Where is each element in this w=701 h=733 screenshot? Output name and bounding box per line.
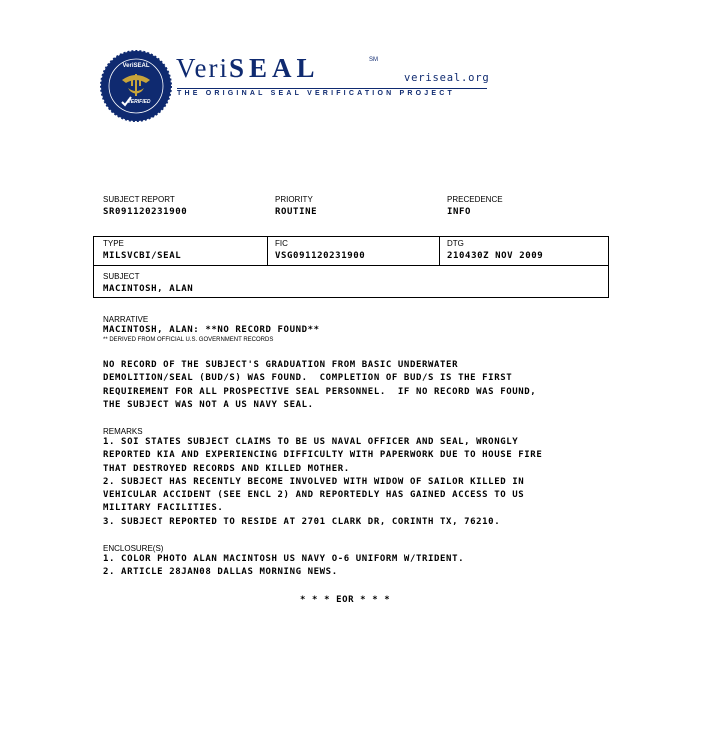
fic-cell [267,236,440,266]
precedence-value: INFO [447,207,472,217]
brand-seal: SEAL [228,53,320,83]
priority-value: ROUTINE [275,207,318,217]
seal-word-top: VeriSEAL [122,63,150,69]
remarks-line: VEHICULAR ACCIDENT (SEE ENCL 2) AND REPORTEDLY HAS GAINED ACCESS TO US [103,490,525,501]
logo-header [100,50,500,125]
subject-value: MACINTOSH, ALAN [103,284,194,294]
remarks-body [103,436,542,529]
seal-word-bottom: VERIFIED [127,99,151,105]
enclosures-label: ENCLOSURE(S) [103,544,164,553]
narrative-line: DEMOLITION/SEAL (BUD/S) WAS FOUND. COMPLETION OF BUD/S IS THE FIRST [103,373,513,384]
remarks-line: 2. SUBJECT HAS RECENTLY BECOME INVOLVED WITH WIDOW OF SAILOR KILLED IN [103,476,525,487]
remarks-line: 1. SOI STATES SUBJECT CLAIMS TO BE US NAVAL OFFICER AND SEAL, WRONGLY [103,437,519,447]
dtg-cell [439,236,609,266]
brand-name [176,53,320,83]
dtg-label: DTG [447,239,464,248]
subject-report-value: SR091120231900 [103,207,188,217]
brand-veri: Veri [176,53,229,83]
brand-rule [177,88,487,89]
enclosure-line: 1. COLOR PHOTO ALAN MACINTOSH US NAVY O-6 UNIFORM W/TRIDENT. [103,554,465,564]
narrative-headline: MACINTOSH, ALAN: **NO RECORD FOUND** [103,325,320,335]
narrative-label: NARRATIVE [103,315,149,324]
enclosures-body [103,553,464,580]
priority-label: PRIORITY [275,195,313,204]
dtg-value: 210430Z NOV 2009 [447,251,544,261]
type-label: TYPE [103,239,124,248]
fic-value: VSG091120231900 [275,251,366,261]
end-of-report-marker: * * * EOR * * * [300,595,391,605]
trademark: SM [369,57,378,63]
remarks-line: REPORTED KIA AND EXPERIENCING DIFFICULTY WITH PAPERWORK DUE TO HOUSE FIRE [103,450,543,461]
site-url: veriseal.org [404,72,490,84]
veriseal-seal-icon [100,50,172,122]
enclosure-line: 2. ARTICLE 28JAN08 DALLAS MORNING NEWS. [103,567,338,578]
narrative-body [103,359,536,412]
type-cell [93,236,268,266]
subject-report-label: SUBJECT REPORT [103,195,175,204]
type-value: MILSVCBI/SEAL [103,251,182,261]
remarks-line: MILITARY FACILITIES. [103,503,224,514]
narrative-line: REQUIREMENT FOR ALL PROSPECTIVE SEAL PERSONNEL. IF NO RECORD WAS FOUND, [103,386,537,397]
subject-cell [93,265,609,298]
remarks-label: REMARKS [103,427,143,436]
remarks-line: THAT DESTROYED RECORDS AND KILLED MOTHER. [103,463,350,474]
remarks-line: 3. SUBJECT REPORTED TO RESIDE AT 2701 CLARK DR, CORINTH TX, 76210. [103,516,501,527]
narrative-line: THE SUBJECT WAS NOT A US NAVY SEAL. [103,399,314,410]
narrative-footnote: ** DERIVED FROM OFFICIAL U.S. GOVERNMENT RECORDS [103,337,274,343]
fic-label: FIC [275,239,288,248]
tagline: THE ORIGINAL SEAL VERIFICATION PROJECT [177,90,455,97]
subject-label: SUBJECT [103,272,140,281]
precedence-label: PRECEDENCE [447,195,503,204]
narrative-line: NO RECORD OF THE SUBJECT'S GRADUATION FROM BASIC UNDERWATER [103,360,459,370]
